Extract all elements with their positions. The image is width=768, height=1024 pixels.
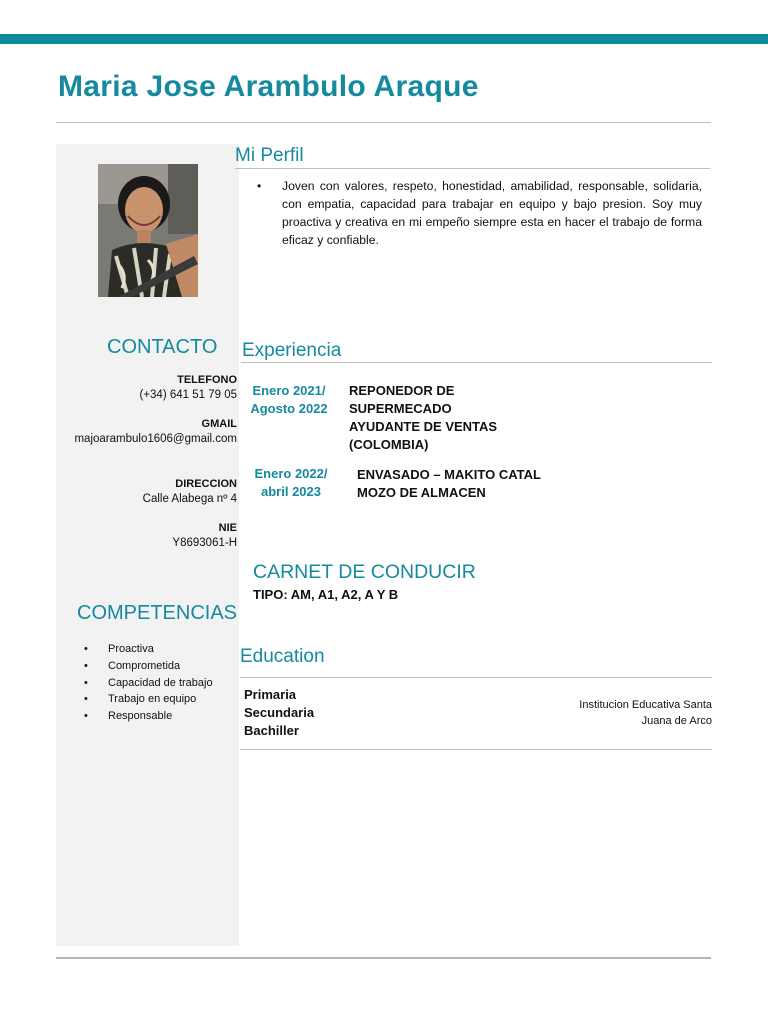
education-bottom-divider [240, 749, 712, 750]
list-item: • Proactiva [84, 641, 213, 658]
competencies-heading: COMPETENCIAS [77, 602, 238, 624]
contact-phone [56, 373, 237, 403]
footer-divider [56, 957, 711, 959]
contact-heading: CONTACTO [107, 336, 218, 358]
education-level: Secundaria [244, 705, 315, 720]
education-heading: Education [240, 646, 325, 667]
license-heading: CARNET DE CONDUCIR [253, 561, 476, 583]
school-line: Juana de Arco [641, 714, 712, 727]
profile-text: Joven con valores, respeto, honestidad, amabilidad, responsable, solidaria, con empatia, capacidad para trabajar en equipo y bajo presion. Soy muy proactiva y creativa en mi empeño siempre esta en hacer el trabajo de forma eficaz y confiable. [282, 179, 702, 247]
date-end: abril 2023 [261, 484, 321, 499]
role-line: (COLOMBIA) [349, 437, 429, 452]
education-divider [240, 677, 712, 678]
list-item: • Capacidad de trabajo [84, 675, 213, 692]
role-line: SUPERMECADO [349, 401, 452, 416]
profile-heading: Mi Perfil [235, 145, 304, 166]
experience-divider [241, 362, 712, 363]
list-item: • Responsable [84, 708, 213, 725]
date-start: Enero 2022/ [254, 466, 328, 481]
email-label: GMAIL [201, 418, 237, 430]
role-line: MOZO DE ALMACEN [357, 485, 486, 500]
profile-bullet: • [257, 179, 262, 193]
profile-text-block [258, 177, 702, 249]
date-end: Agosto 2022 [250, 401, 328, 416]
education-level: Bachiller [244, 723, 299, 738]
education-level: Primaria [244, 687, 297, 702]
nie-value: Y8693061-H [172, 537, 237, 549]
experience-roles-1 [349, 382, 497, 454]
list-item: • Comprometida [84, 658, 213, 675]
date-start: Enero 2021/ [252, 383, 326, 398]
contact-nie [56, 521, 237, 551]
profile-photo [98, 164, 198, 297]
list-item: • Trabajo en equipo [84, 691, 213, 708]
school-line: Institucion Educativa Santa [579, 699, 712, 711]
role-line: AYUDANTE DE VENTAS [349, 419, 498, 434]
competencies-list [84, 641, 213, 725]
experience-date-2 [250, 465, 332, 501]
education-levels [244, 686, 314, 740]
phone-label: TELEFONO [177, 374, 237, 386]
candidate-name: Maria Jose Arambulo Araque [58, 70, 479, 103]
address-label: DIRECCION [175, 478, 237, 490]
contact-email [56, 417, 237, 447]
phone-value: (+34) 641 51 79 05 [139, 389, 237, 401]
education-school [540, 698, 712, 729]
experience-heading: Experiencia [242, 340, 342, 361]
license-type: TIPO: AM, A1, A2, A Y B [253, 587, 399, 602]
top-accent-bar [0, 34, 768, 44]
experience-roles-2 [357, 466, 541, 502]
role-line: REPONEDOR DE [349, 383, 455, 398]
role-line: ENVASADO – MAKITO CATAL [357, 467, 541, 482]
experience-date-1 [248, 382, 330, 418]
header-divider [56, 122, 711, 123]
address-value: Calle Alabega nº 4 [142, 493, 237, 505]
profile-divider [235, 168, 710, 169]
contact-address [56, 477, 237, 507]
nie-label: NIE [218, 522, 237, 534]
email-value[interactable]: majoarambulo1606@gmail.com [74, 433, 237, 445]
